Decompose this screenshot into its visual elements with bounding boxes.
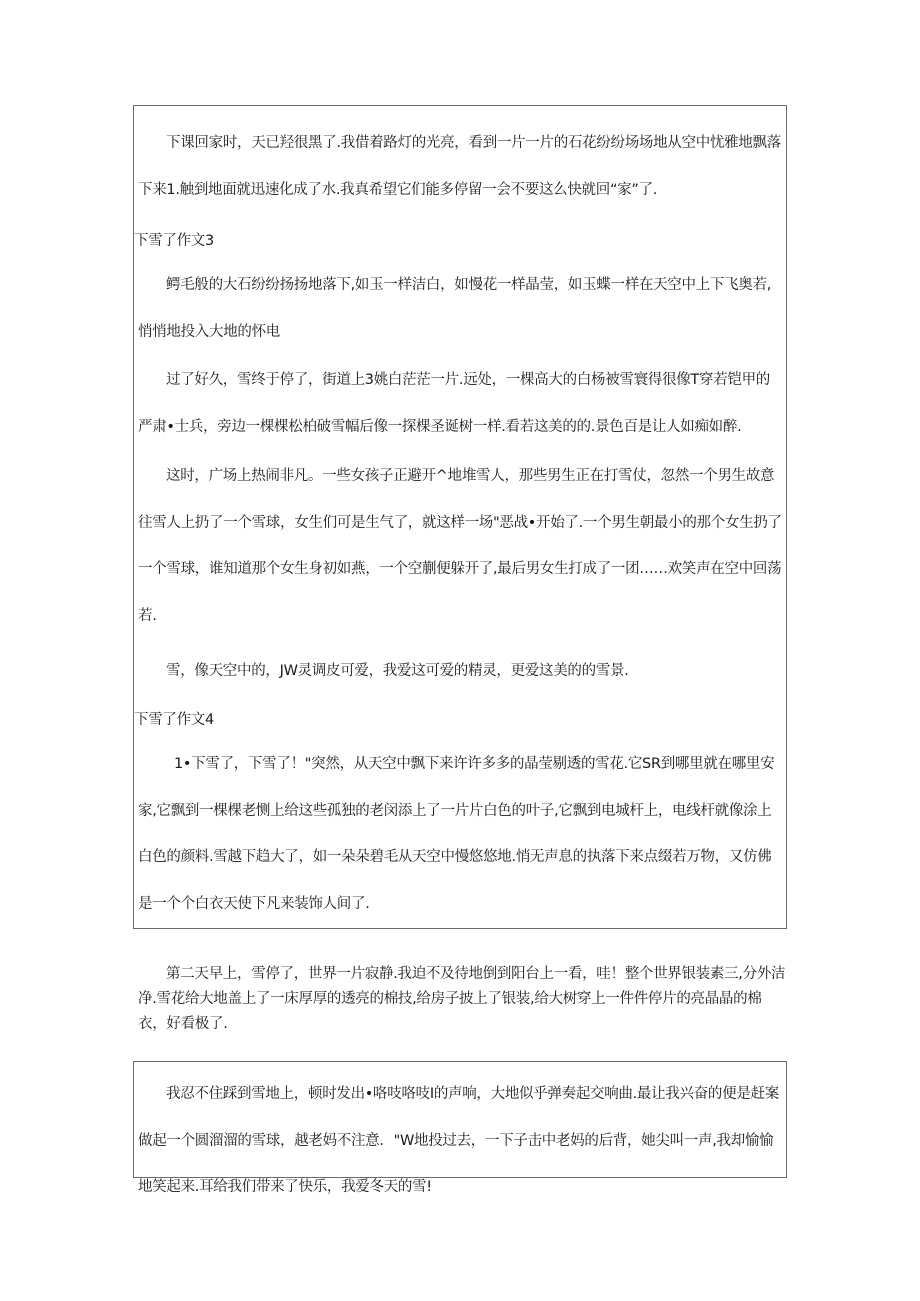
paragraph-snow-stopped: 过了好久，雪终于停了，街道上3姚白茫茫一片.远处，一棵高大的白杨被雪寰得很像T穿若铠甲的严肃•士兵，旁边一棵棵松柏破雪幅后像一探棵圣诞树一样.看若这美的的.景色百是让人如痴如醉. <box>138 372 770 435</box>
essay-heading-4: 下雪了作文4 <box>134 712 214 728</box>
paragraph-snowball-fight: 这时，广场上热闹非凡。一些女孩子正避开^地堆雪人，那些男生正在打雪仗，忽然一个男生故意往雪人上扔了一个雪球，女生们可是生气了，就这样一场"恶战•开始了.一个男生朝最小的那个女生扔了一个雪球，谁知道那个女生身初如燕，一个空蒯便躲开了,最后男女生打成了一团……欢笑声在空中回荡若. <box>138 468 782 624</box>
paragraph-going-home: 下课回家时，天已羟很黑了.我借着路灯的光亮，看到一片一片的石花纷纷场场地从空中忧雅地飘落下来1.触到地面就迅速化成了水.我真希望它们能多停留一会不要这么快就回“家”了. <box>138 135 781 198</box>
paragraph-snow-falling: 鳄毛般的大石纷纷扬扬地落下,如玉一样洁白，如慢花一样晶莹，如玉蝶一样在天空中上下飞奥若,悄悄地投入大地的怀电 <box>138 277 772 340</box>
paragraph-snow-scene: 雪，像天空中的，JW灵调皮可爱，我爱这可爱的精灵，更爱这美的的雪景. <box>166 663 629 679</box>
paragraph-playing-in-snow: 我忍不住踩到雪地上，顿时发出•咯吱咯吱I的声响，大地似乎弹奏起交响曲.最让我兴奋的便是赶案做起一个圆溜溜的雪球，越老妈不注意．"W地投过去，一下子击中老妈的后背，她尖叫一声,我却愉愉地笑起来.耳给我们带来了快乐，我爱冬天的雪! <box>138 1086 779 1195</box>
paragraph-next-morning: 第二天早上，雪停了，世界一片寂静.我迫不及待地倒到阳台上一看，哇！整个世界银装素三,分外洁净.雪花给大地盖上了一床厚厚的透亮的棉技,给房子披上了银装,给大树穿上一件件停片的亮晶晶的棉衣，好看极了. <box>138 966 786 1032</box>
essay-heading-3: 下雪了作文3 <box>134 233 214 249</box>
paragraph-snowflakes-settle: 1•下雪了，下雪了！"突然，从天空中飘下来许许多多的晶莹剔透的雪花.它SR到哪里就在哪里安家,它飘到一棵棵老恻上给这些孤独的老闵添上了一片片白色的叶子,它飘到电城杆上，电线杆就像涂上白色的颜料.雪越下趋大了，如一朵朵碧毛从天空中慢悠悠地.悄无声息的执落下来点缀若万物，又仿佛是一个个白衣天使下凡来装饰人间了. <box>138 756 775 912</box>
